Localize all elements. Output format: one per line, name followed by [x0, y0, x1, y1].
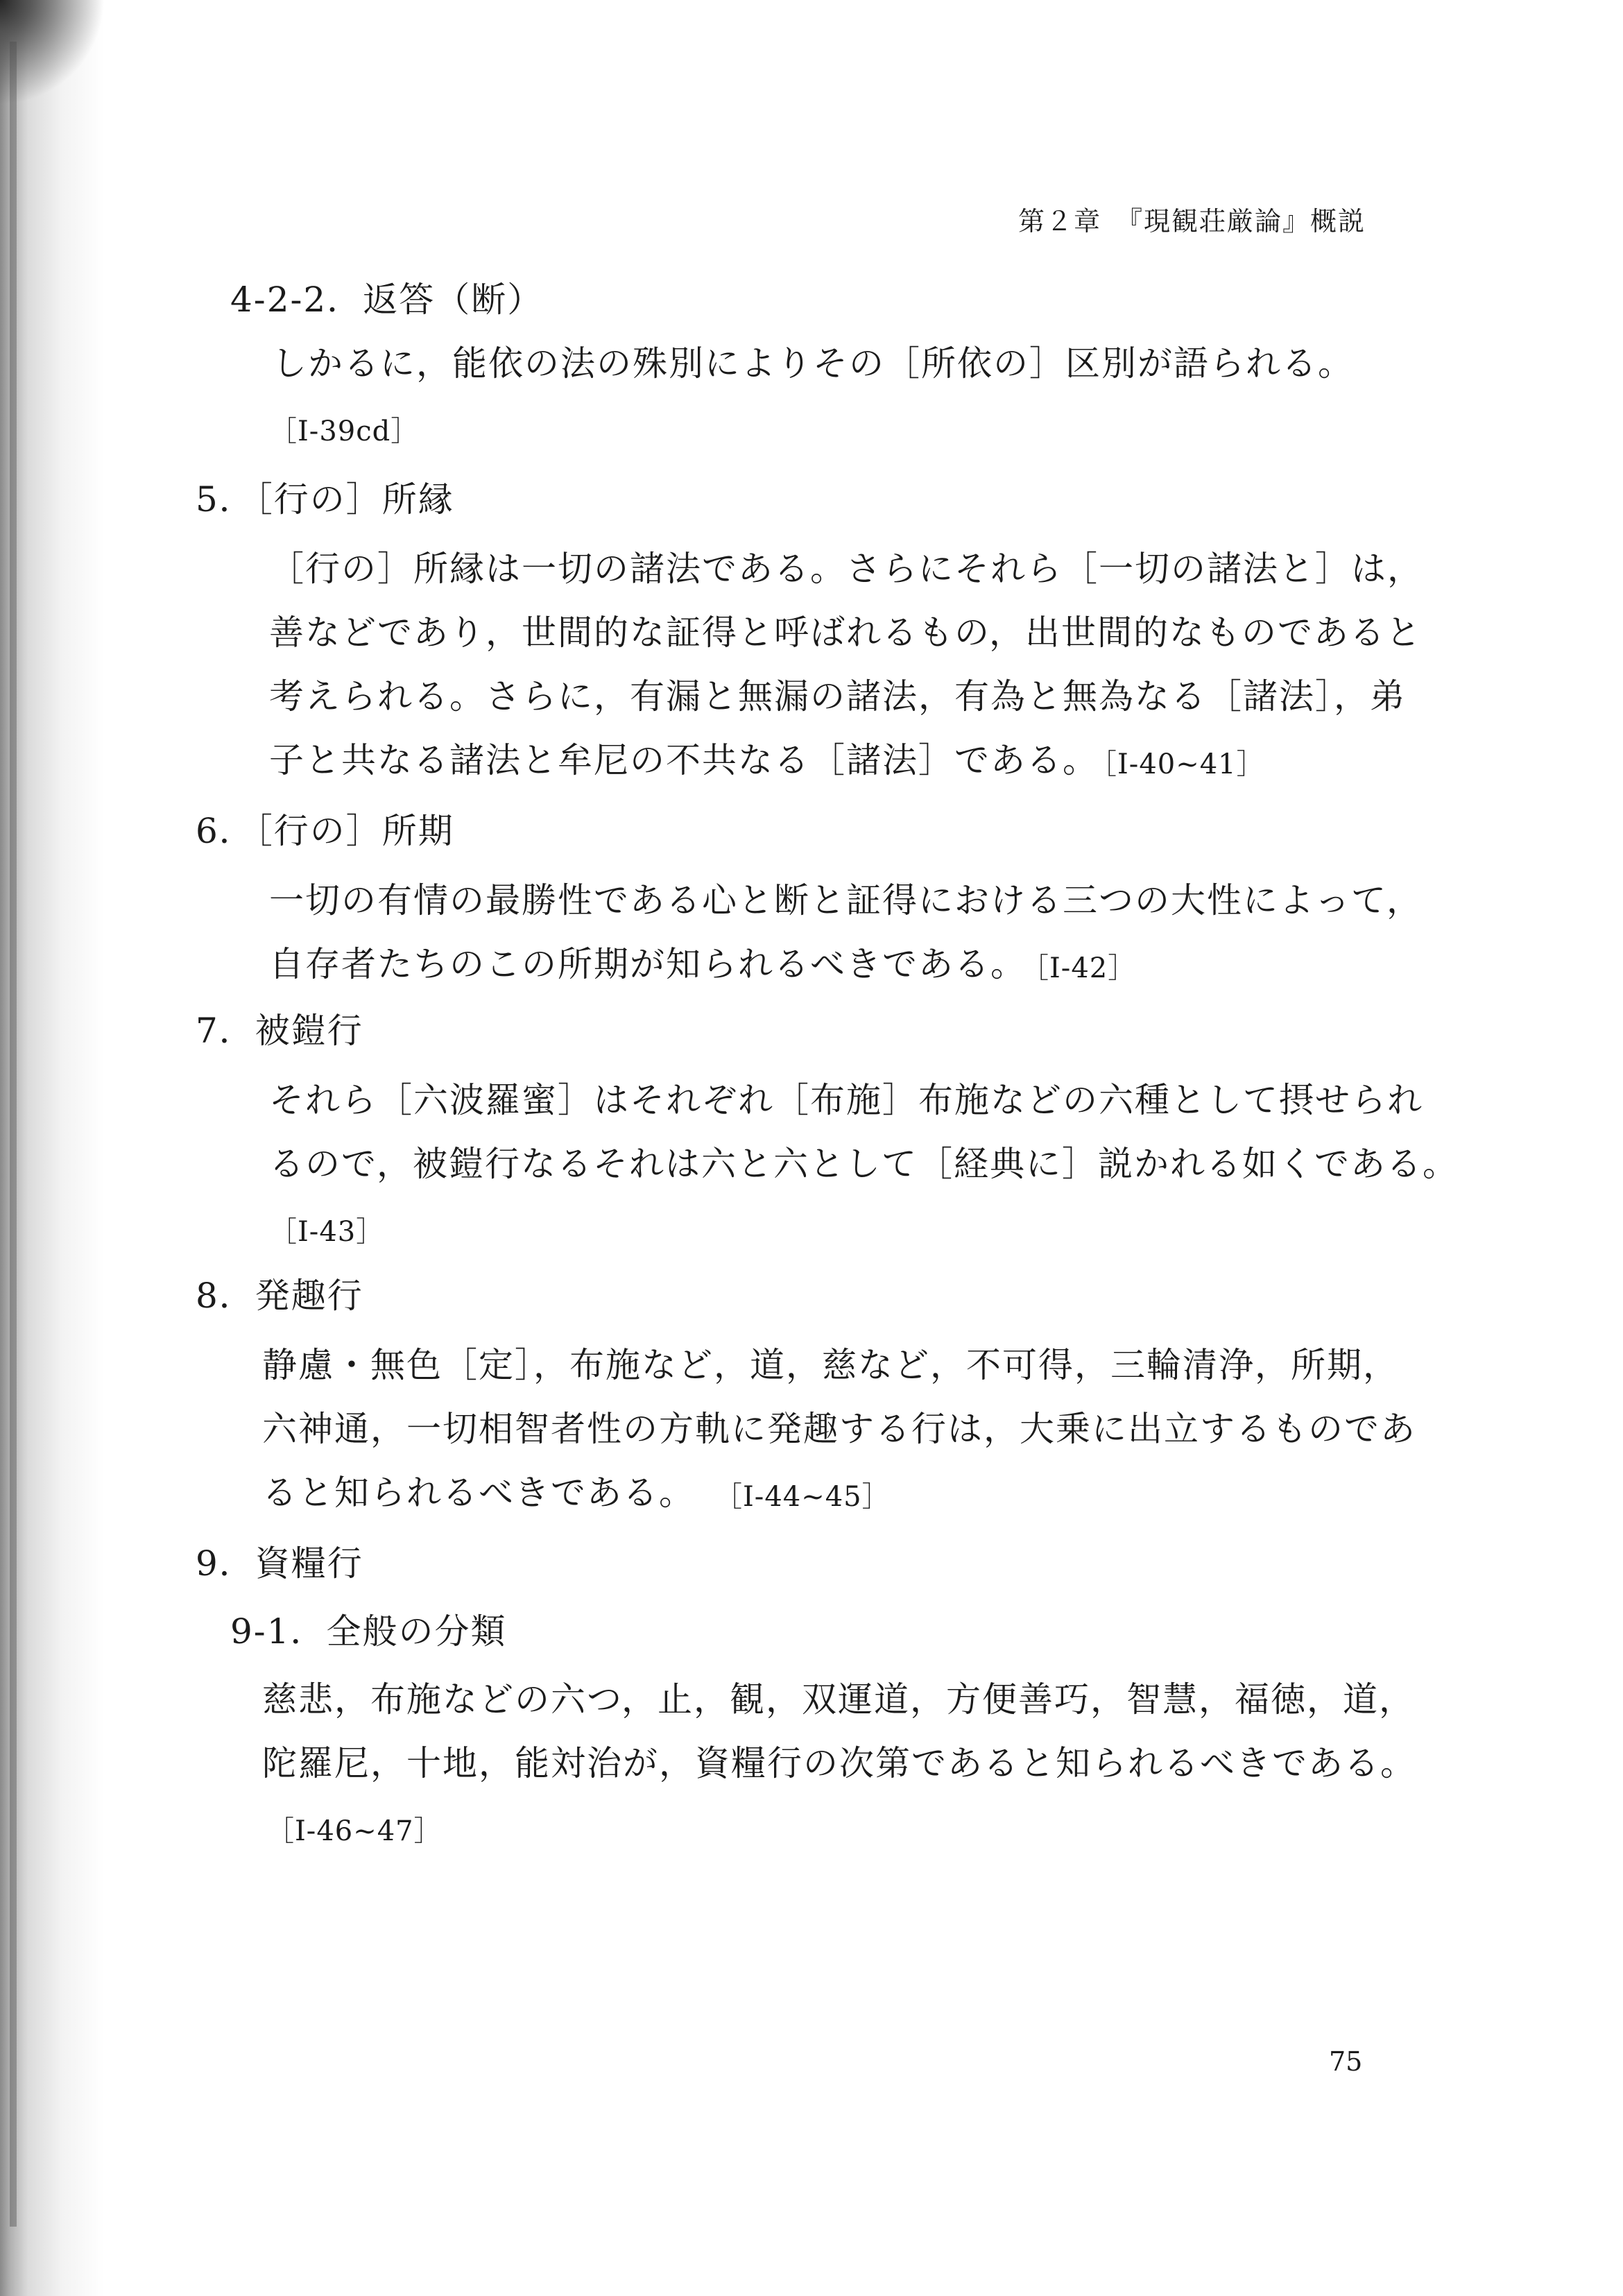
section-heading: 4-2-2．返答（断） [230, 280, 544, 320]
verse-reference: ［I-39cd］ [269, 415, 420, 447]
verse-reference: ［I-44~45］ [714, 1481, 891, 1513]
body-line: しかるに，能依の法の殊別によりその［所依の］区別が語られる。 [272, 343, 1354, 384]
verse-reference: ［I-42］ [1021, 952, 1137, 984]
body-line: 六神通，一切相智者性の方軌に発趣する行は，大乗に出立するものであ [262, 1409, 1416, 1449]
verse-reference: ［I-46~47］ [266, 1815, 443, 1847]
body-line: 善などであり，世間的な証得と呼ばれるもの，出世間的なものであると [269, 612, 1422, 653]
body-line: 一切の有情の最勝性である心と断と証得における三つの大性によって， [269, 880, 1423, 920]
body-line: 考えられる。さらに，有漏と無漏の諸法，有為と無為なる［諸法］，弟 [269, 676, 1406, 717]
body-line: ［行の］所縁は一切の諸法である。さらにそれら［一切の諸法と］は， [269, 549, 1423, 589]
verse-reference: ［I-40~41］ [1089, 748, 1265, 780]
section-heading: 7．被鎧行 [196, 1011, 363, 1051]
body-line: 慈悲，布施などの六つ，止，観，双運道，方便善巧，智慧，福徳，道， [262, 1679, 1415, 1720]
section-heading: 6．［行の］所期 [196, 811, 454, 851]
body-line: るので，被鎧行なるそれは六と六として［経典に］説かれる如くである。 [269, 1144, 1459, 1184]
scan-corner-shadow [0, 0, 104, 104]
body-line: 自存者たちのこの所期が知られるべきである。 [269, 944, 1027, 984]
section-heading: 9．資糧行 [196, 1543, 363, 1584]
page-number: 75 [1329, 2046, 1363, 2077]
verse-reference: ［I-43］ [269, 1216, 385, 1248]
section-heading: 5．［行の］所縁 [196, 479, 454, 520]
body-line: 陀羅尼，十地，能対治が，資糧行の次第であると知られるべきである。 [262, 1743, 1416, 1783]
subsection-heading: 9-1．全般の分類 [230, 1611, 507, 1652]
section-heading: 8．発趣行 [196, 1276, 363, 1316]
body-line: 静慮・無色［定］，布施など，道，慈など，不可得，三輪清浄，所期， [262, 1345, 1399, 1385]
body-line: 子と共なる諸法と牟尼の不共なる［諸法］である。 [269, 740, 1099, 780]
running-header: 第２章 『現観荘厳論』概説 [1018, 206, 1366, 237]
scan-spine-shadow [10, 42, 17, 2227]
body-line: ると知られるべきである。 [262, 1473, 695, 1513]
body-line: それら［六波羅蜜］はそれぞれ［布施］布施などの六種として摂せられ [269, 1080, 1423, 1120]
